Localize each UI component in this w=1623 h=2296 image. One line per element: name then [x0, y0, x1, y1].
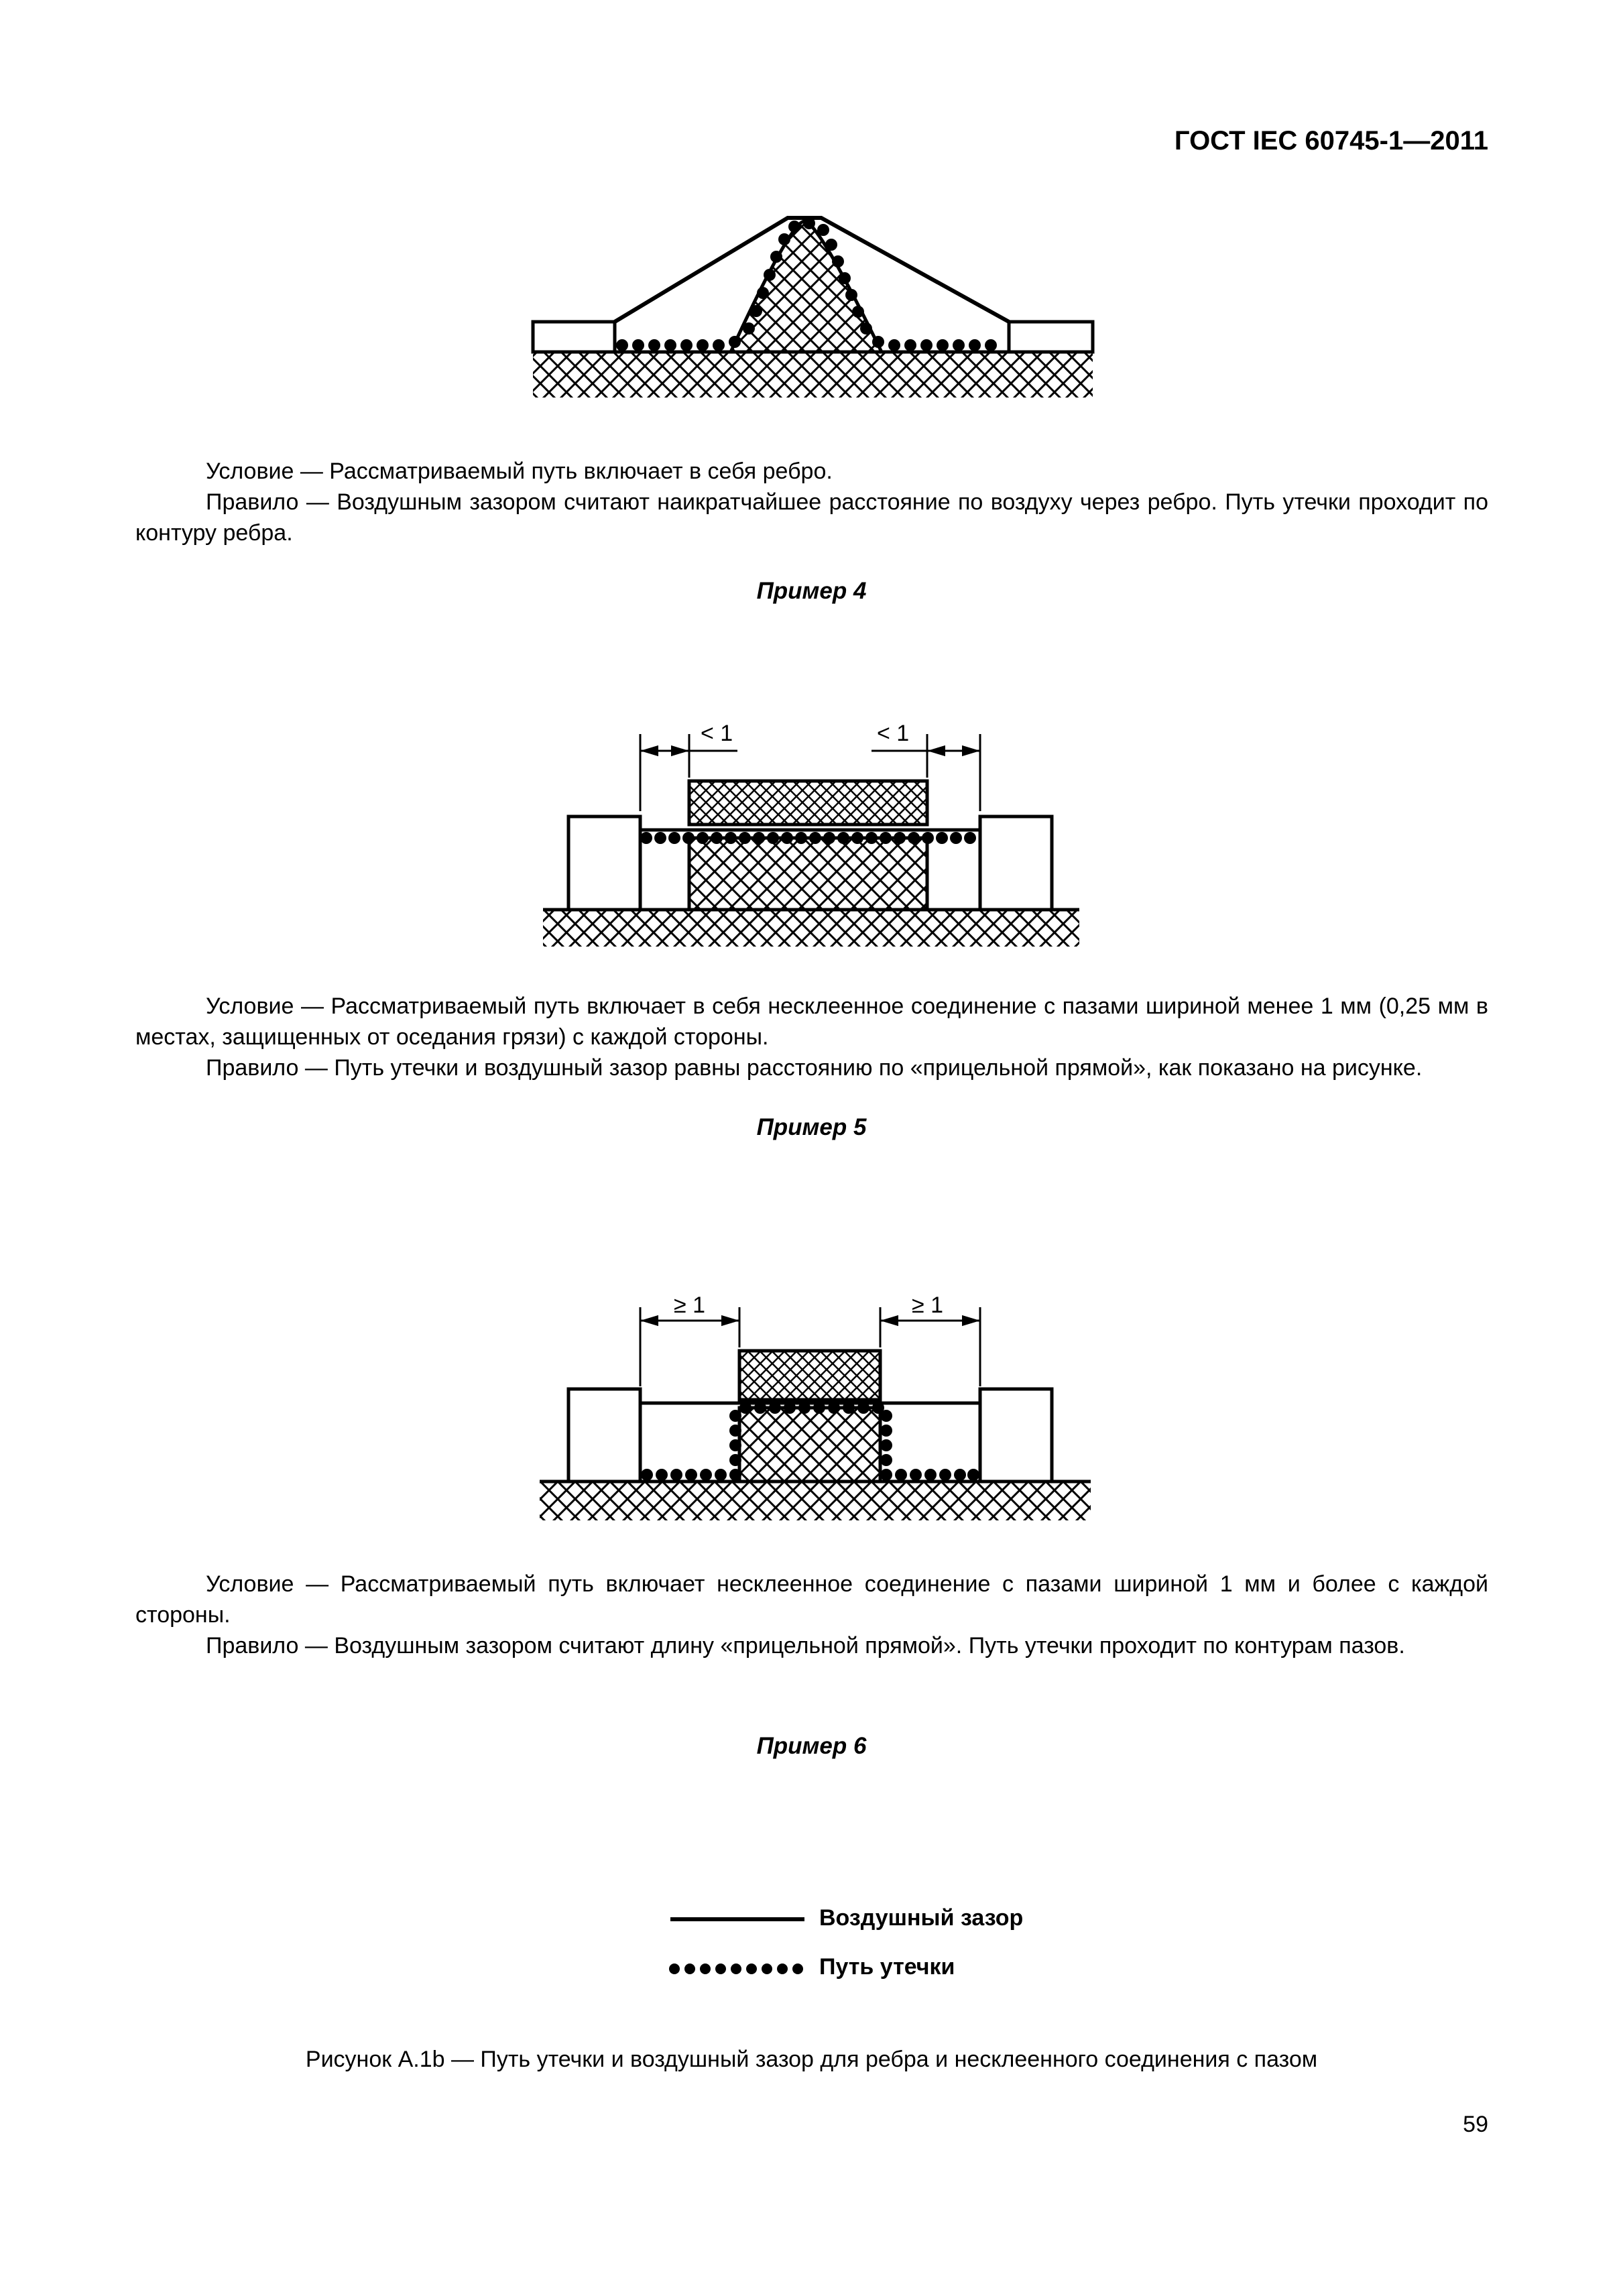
legend-air-gap-label: Воздушный зазор: [819, 1905, 1024, 1931]
example5-text: [135, 991, 1488, 1083]
example6-caption: Пример 6: [756, 1733, 867, 1759]
legend-creepage-label: Путь утечки: [819, 1954, 955, 1980]
rule-text: Правило — Путь утечки и воздушный зазор равны расстоянию по «прицельной прямой», как показано на рисунке.: [206, 1055, 1423, 1081]
document-header: ГОСТ IEC 60745-1—2011: [1174, 126, 1488, 156]
left-plate: [533, 322, 615, 352]
rule-text: Правило — Воздушным зазором считают длину «прицельной прямой». Путь утечки проходит по контурам пазов.: [206, 1633, 1405, 1658]
figure-title: Рисунок А.1b — Путь утечки и воздушный зазор для ребра и несклеенного соединения с пазом: [305, 2047, 1318, 2072]
rule-text: Правило — Воздушным зазором считают наикратчайшее расстояние по воздуху через ребро. Путь утечки проходит по контуру ребра.: [135, 489, 1488, 546]
upper-block: [689, 781, 927, 825]
upper-block: [739, 1351, 880, 1400]
example4-caption: Пример 4: [756, 578, 867, 604]
ground-hatch: [533, 352, 1093, 398]
example5-caption: Пример 5: [756, 1114, 867, 1140]
dim-label-left-ex5: < 1: [701, 721, 733, 746]
dim-label-right-ex5: < 1: [877, 721, 910, 746]
condition-text: Условие — Рассматриваемый путь включает в себя ребро.: [206, 459, 833, 484]
example6-diagram: [540, 1307, 1091, 1520]
right-plate: [1009, 322, 1093, 352]
example4-diagram: [533, 217, 1093, 398]
dim-label-right-ex6: ≥ 1: [912, 1292, 944, 1318]
condition-text: Условие — Рассматриваемый путь включает несклеенное соединение с пазами шириной 1 мм и более с каждой стороны.: [135, 1571, 1488, 1628]
lower-block: [739, 1408, 880, 1482]
left-block: [568, 1389, 640, 1482]
lower-block: [689, 838, 927, 910]
legend: [669, 1919, 804, 1974]
right-block: [980, 1389, 1052, 1482]
ground-hatch: [540, 1482, 1091, 1520]
right-block: [980, 817, 1052, 910]
example5-diagram: [543, 734, 1079, 947]
condition-text: Условие — Рассматриваемый путь включает в себя несклеенное соединение с пазами шириной менее 1 мм (0,25 мм в местах, защищенных от оседания грязи) с каждой стороны.: [135, 993, 1488, 1050]
legend-creepage-dots: [669, 1963, 803, 1974]
left-block: [568, 817, 640, 910]
example4-text: [135, 456, 1488, 548]
dim-label-left-ex6: ≥ 1: [674, 1292, 706, 1318]
example6-text: [135, 1569, 1488, 1661]
ground-hatch: [543, 910, 1079, 947]
page-number: 59: [1463, 2112, 1488, 2137]
